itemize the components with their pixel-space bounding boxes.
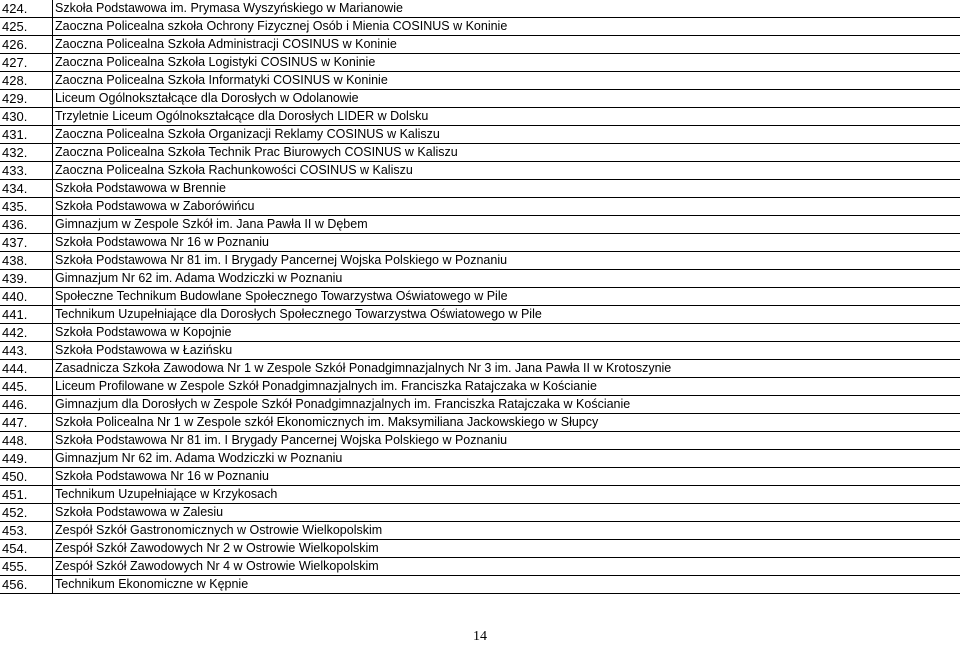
school-name: Szkoła Podstawowa w Brennie [53, 180, 960, 198]
table-row [0, 540, 960, 558]
row-number: 427. [0, 54, 53, 72]
table-row [0, 450, 960, 468]
school-name: Trzyletnie Liceum Ogólnokształcące dla Dorosłych LIDER w Dolsku [53, 108, 960, 126]
school-name: Technikum Uzupełniające dla Dorosłych Społecznego Towarzystwa Oświatowego w Pile [53, 306, 960, 324]
row-number: 445. [0, 378, 53, 396]
school-name: Zaoczna Policealna Szkoła Technik Prac Biurowych COSINUS w Kaliszu [53, 144, 960, 162]
table-row [0, 378, 960, 396]
table-row [0, 252, 960, 270]
table-row [0, 18, 960, 36]
row-number: 434. [0, 180, 53, 198]
table-row [0, 36, 960, 54]
school-name: Szkoła Podstawowa Nr 16 w Poznaniu [53, 468, 960, 486]
table-row [0, 432, 960, 450]
row-number: 424. [0, 0, 53, 18]
row-number: 439. [0, 270, 53, 288]
row-number: 454. [0, 540, 53, 558]
row-number: 456. [0, 576, 53, 594]
school-name: Szkoła Podstawowa Nr 16 w Poznaniu [53, 234, 960, 252]
table-row [0, 468, 960, 486]
table-row [0, 504, 960, 522]
row-number: 436. [0, 216, 53, 234]
row-number: 449. [0, 450, 53, 468]
school-name: Technikum Uzupełniające w Krzykosach [53, 486, 960, 504]
row-number: 435. [0, 198, 53, 216]
table-row [0, 576, 960, 594]
table-row [0, 324, 960, 342]
row-number: 433. [0, 162, 53, 180]
school-name: Szkoła Podstawowa im. Prymasa Wyszyńskiego w Marianowie [53, 0, 960, 18]
row-number: 455. [0, 558, 53, 576]
school-name: Szkoła Podstawowa w Łazińsku [53, 342, 960, 360]
row-number: 438. [0, 252, 53, 270]
school-name: Zaoczna Policealna Szkoła Logistyki COSINUS w Koninie [53, 54, 960, 72]
row-number: 425. [0, 18, 53, 36]
table-row [0, 234, 960, 252]
school-name: Zasadnicza Szkoła Zawodowa Nr 1 w Zespole Szkół Ponadgimnazjalnych Nr 3 im. Jana Pawła II w Krotoszynie [53, 360, 960, 378]
table-row [0, 360, 960, 378]
row-number: 444. [0, 360, 53, 378]
school-name: Społeczne Technikum Budowlane Społecznego Towarzystwa Oświatowego w Pile [53, 288, 960, 306]
row-number: 430. [0, 108, 53, 126]
table-row [0, 108, 960, 126]
school-name: Zaoczna Policealna szkoła Ochrony Fizycznej Osób i Mienia COSINUS w Koninie [53, 18, 960, 36]
row-number: 428. [0, 72, 53, 90]
table-row [0, 306, 960, 324]
row-number: 447. [0, 414, 53, 432]
table-row [0, 486, 960, 504]
school-name: Gimnazjum w Zespole Szkół im. Jana Pawła II w Dębem [53, 216, 960, 234]
table-row [0, 270, 960, 288]
row-number: 450. [0, 468, 53, 486]
table-row [0, 126, 960, 144]
school-name: Zespół Szkół Zawodowych Nr 2 w Ostrowie Wielkopolskim [53, 540, 960, 558]
school-name: Gimnazjum dla Dorosłych w Zespole Szkół Ponadgimnazjalnych im. Franciszka Ratajczaka w Kościanie [53, 396, 960, 414]
school-name: Szkoła Podstawowa w Zalesiu [53, 504, 960, 522]
school-name: Zespół Szkół Zawodowych Nr 4 w Ostrowie Wielkopolskim [53, 558, 960, 576]
row-number: 426. [0, 36, 53, 54]
table-row [0, 396, 960, 414]
school-name: Liceum Profilowane w Zespole Szkół Ponadgimnazjalnych im. Franciszka Ratajczaka w Kościanie [53, 378, 960, 396]
row-number: 448. [0, 432, 53, 450]
table-row [0, 198, 960, 216]
table-row [0, 558, 960, 576]
table-row [0, 72, 960, 90]
page-number: 14 [473, 629, 487, 644]
row-number: 440. [0, 288, 53, 306]
row-number: 442. [0, 324, 53, 342]
school-name: Technikum Ekonomiczne w Kępnie [53, 576, 960, 594]
table-row [0, 216, 960, 234]
school-name: Liceum Ogólnokształcące dla Dorosłych w Odolanowie [53, 90, 960, 108]
row-number: 453. [0, 522, 53, 540]
row-number: 437. [0, 234, 53, 252]
school-name: Szkoła Podstawowa w Zaborówińcu [53, 198, 960, 216]
row-number: 431. [0, 126, 53, 144]
row-number: 432. [0, 144, 53, 162]
row-number: 446. [0, 396, 53, 414]
row-number: 441. [0, 306, 53, 324]
row-number: 451. [0, 486, 53, 504]
table-row [0, 162, 960, 180]
row-number: 429. [0, 90, 53, 108]
school-name: Szkoła Podstawowa Nr 81 im. I Brygady Pancernej Wojska Polskiego w Poznaniu [53, 252, 960, 270]
table-row [0, 54, 960, 72]
table-row [0, 90, 960, 108]
table-row [0, 522, 960, 540]
table-row [0, 144, 960, 162]
school-name: Szkoła Policealna Nr 1 w Zespole szkół Ekonomicznych im. Maksymiliana Jackowskiego w Słupcy [53, 414, 960, 432]
school-name: Gimnazjum Nr 62 im. Adama Wodziczki w Poznaniu [53, 450, 960, 468]
school-name: Zaoczna Policealna Szkoła Organizacji Reklamy COSINUS w Kaliszu [53, 126, 960, 144]
table-row [0, 288, 960, 306]
row-number: 443. [0, 342, 53, 360]
row-number: 452. [0, 504, 53, 522]
table-row [0, 180, 960, 198]
school-name: Szkoła Podstawowa Nr 81 im. I Brygady Pancernej Wojska Polskiego w Poznaniu [53, 432, 960, 450]
school-name: Gimnazjum Nr 62 im. Adama Wodziczki w Poznaniu [53, 270, 960, 288]
table-row [0, 414, 960, 432]
school-name: Zaoczna Policealna Szkoła Administracji COSINUS w Koninie [53, 36, 960, 54]
table-row [0, 342, 960, 360]
school-name: Zaoczna Policealna Szkoła Rachunkowości COSINUS w Kaliszu [53, 162, 960, 180]
school-name: Zaoczna Policealna Szkoła Informatyki COSINUS w Koninie [53, 72, 960, 90]
school-name: Zespół Szkół Gastronomicznych w Ostrowie Wielkopolskim [53, 522, 960, 540]
school-name: Szkoła Podstawowa w Kopojnie [53, 324, 960, 342]
table-row [0, 0, 960, 18]
